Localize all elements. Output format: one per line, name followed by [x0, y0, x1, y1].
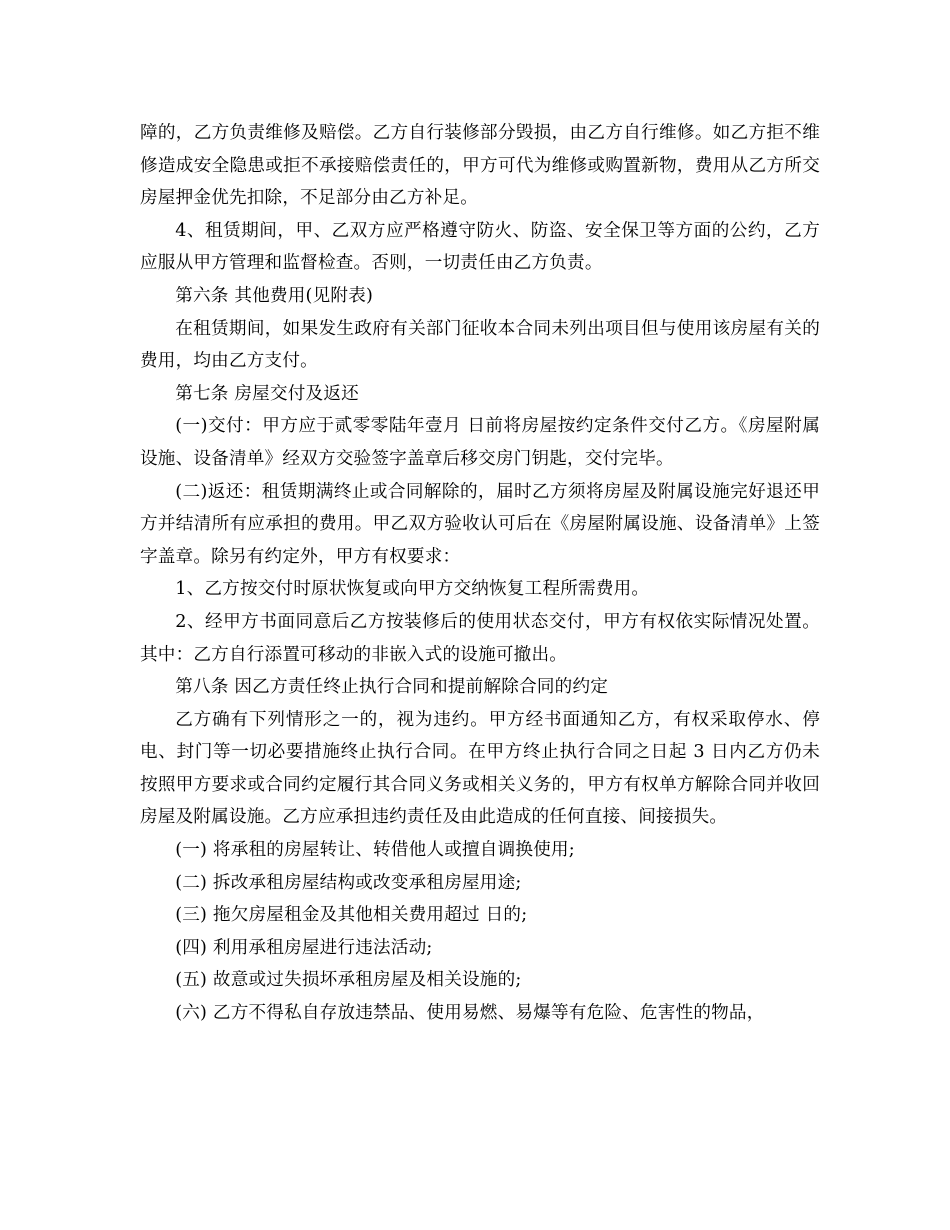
article-8-heading: 第八条 因乙方责任终止执行合同和提前解除合同的约定 [175, 677, 609, 698]
paragraph-continued-repair: 障的，乙方负责维修及赔偿。乙方自行装修部分毁损，由乙方自行维修。如乙方拒不维修造成安全隐患或拒不承接赔偿责任的，甲方可代为维修或购置新物，费用从乙方所交房屋押金优先扣除，不足部分由乙方补足。 [140, 123, 820, 209]
paragraph-item-4-safety: 4、租赁期间，甲、乙双方应严格遵守防火、防盗、安全保卫等方面的公约，乙方应服从甲方管理和监督检查。否则，一切责任由乙方负责。 [140, 220, 820, 274]
list-item-breach-6: (六) 乙方不得私自存放违禁品、使用易燃、易爆等有危险、危害性的物品， [175, 1003, 765, 1024]
article-6-heading: 第六条 其他费用(见附表) [175, 285, 374, 306]
list-item-breach-3: (三) 拖欠房屋租金及其他相关费用超过 日的; [175, 905, 528, 926]
paragraph-article-7-return: (二)返还：租赁期满终止或合同解除的，届时乙方须将房屋及附属设施完好退还甲方并结清所有应承担的费用。甲乙双方验收认可后在《房屋附属设施、设备清单》上签字盖章。除另有约定外，甲方有权要求： [140, 481, 820, 567]
paragraph-article-7-delivery: (一)交付：甲方应于贰零零陆年壹月 日前将房屋按约定条件交付乙方。《房屋附属设施、设备清单》经双方交验签字盖章后移交房门钥匙，交付完毕。 [140, 416, 820, 469]
document-page [140, 117, 820, 1030]
list-item-breach-1: (一) 将承租的房屋转让、转借他人或擅自调换使用; [175, 840, 575, 861]
list-item-breach-4: (四) 利用承租房屋进行违法活动; [175, 937, 433, 958]
paragraph-return-item-1: 1、乙方按交付时原状恢复或向甲方交纳恢复工程所需费用。 [175, 579, 650, 600]
article-7-heading: 第七条 房屋交付及返还 [175, 383, 359, 404]
paragraph-article-8-body: 乙方确有下列情形之一的，视为违约。甲方经书面通知乙方，有权采取停水、停电、封门等一切必要措施终止执行合同。在甲方终止执行合同之日起 3 日内乙方仍未按照甲方要求或合同约定履行其合同义务或相关义务的，甲方有权单方解除合同并收回房屋及附属设施。乙方应承担违约责任及由此造成的任何直接、间接损失。 [140, 709, 820, 828]
paragraph-return-item-2: 2、经甲方书面同意后乙方按装修后的使用状态交付，甲方有权依实际情况处置。其中：乙方自行添置可移动的非嵌入式的设施可撤出。 [140, 611, 820, 665]
list-item-breach-2: (二) 拆改承租房屋结构或改变承租房屋用途; [175, 872, 522, 893]
list-item-breach-5: (五) 故意或过失损坏承租房屋及相关设施的; [175, 970, 522, 991]
paragraph-article-6-body: 在租赁期间，如果发生政府有关部门征收本合同未列出项目但与使用该房屋有关的费用，均由乙方支付。 [140, 318, 820, 372]
